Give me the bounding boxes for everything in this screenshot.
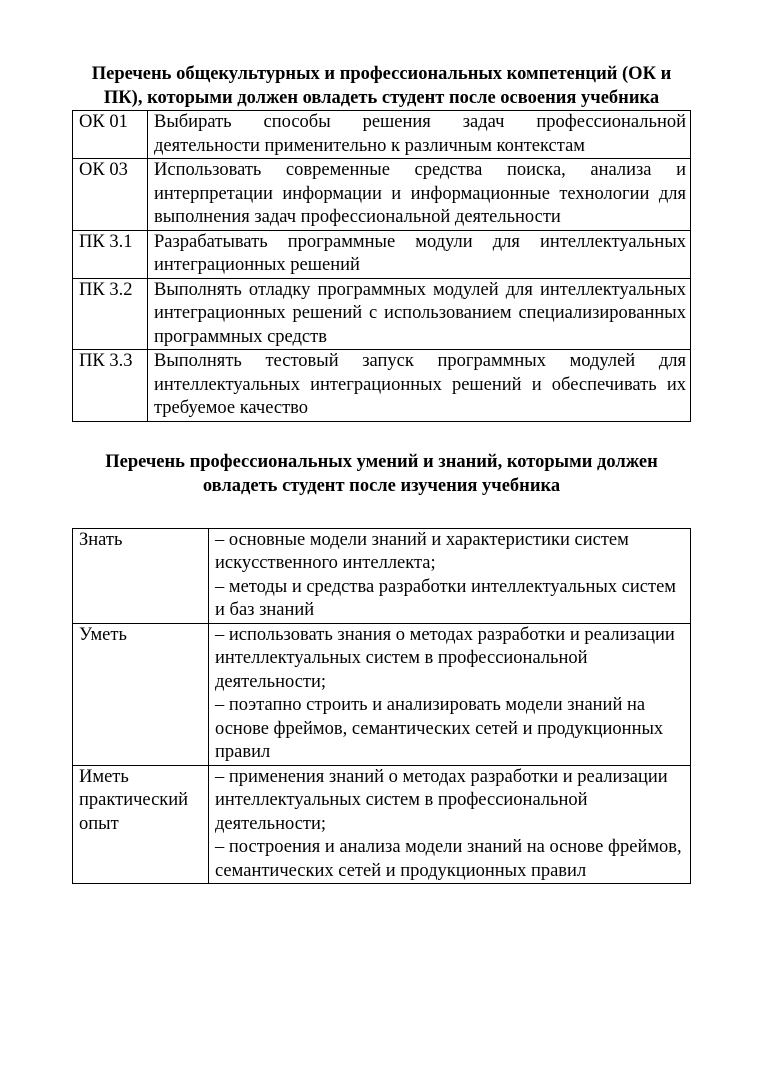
skills-heading: Перечень профессиональных умений и знаний, которыми должен овладеть студент после изучения учебника: [105, 451, 658, 496]
list-item: – основные модели знаний и характеристики систем искусственного интеллекта;: [215, 529, 629, 573]
competencies-table: [72, 110, 691, 422]
competencies-heading: Перечень общекультурных и профессиональных компетенций (ОК и ПК), которыми должен овладеть студент после освоения учебника: [91, 64, 672, 108]
competency-description: Выбирать способы решения задач профессиональной деятельности применительно к различным контекстам: [148, 111, 691, 159]
table-row: [73, 278, 691, 350]
document-page: [72, 62, 691, 884]
competency-description: Использовать современные средства поиска, анализа и интерпретации информации и информационные технологии для выполнения задач профессиональной деятельности: [148, 159, 691, 231]
competency-description: Разрабатывать программные модули для интеллектуальных интеграционных решений: [148, 230, 691, 278]
skill-category: Знать: [73, 528, 209, 623]
skills-table: [72, 528, 691, 885]
table-row: [73, 350, 691, 422]
competency-code: ОК 03: [73, 159, 148, 231]
competency-code: ПК 3.1: [73, 230, 148, 278]
competency-description: Выполнять тестовый запуск программных модулей для интеллектуальных интеграционных решений и обеспечивать их требуемое качество: [148, 350, 691, 422]
competency-code: ОК 01: [73, 111, 148, 159]
skill-items: [209, 528, 691, 623]
table-row: [73, 623, 691, 765]
skill-category: Уметь: [73, 623, 209, 765]
table-row: [73, 159, 691, 231]
skill-items: [209, 765, 691, 884]
skill-items: [209, 623, 691, 765]
table-row: [73, 528, 691, 623]
list-item: – методы и средства разработки интеллектуальных систем и баз знаний: [215, 576, 676, 620]
list-item: – использовать знания о методах разработки и реализации интеллектуальных систем в профессиональной деятельности;: [215, 624, 675, 692]
list-item: – построения и анализа модели знаний на основе фреймов, семантических сетей и продукционных правил: [215, 837, 682, 881]
table-row: [73, 111, 691, 159]
competency-code: ПК 3.3: [73, 350, 148, 422]
list-item: – поэтапно строить и анализировать модели знаний на основе фреймов, семантических сетей и продукционных правил: [215, 695, 664, 762]
competency-description: Выполнять отладку программных модулей для интеллектуальных интеграционных решений с использованием специализированных программных средств: [148, 278, 691, 350]
table-row: [73, 765, 691, 884]
skill-category: Иметь практический опыт: [73, 765, 209, 884]
competency-code: ПК 3.2: [73, 278, 148, 350]
list-item: – применения знаний о методах разработки и реализации интеллектуальных систем в профессиональной деятельности;: [215, 766, 668, 834]
table-row: [73, 230, 691, 278]
